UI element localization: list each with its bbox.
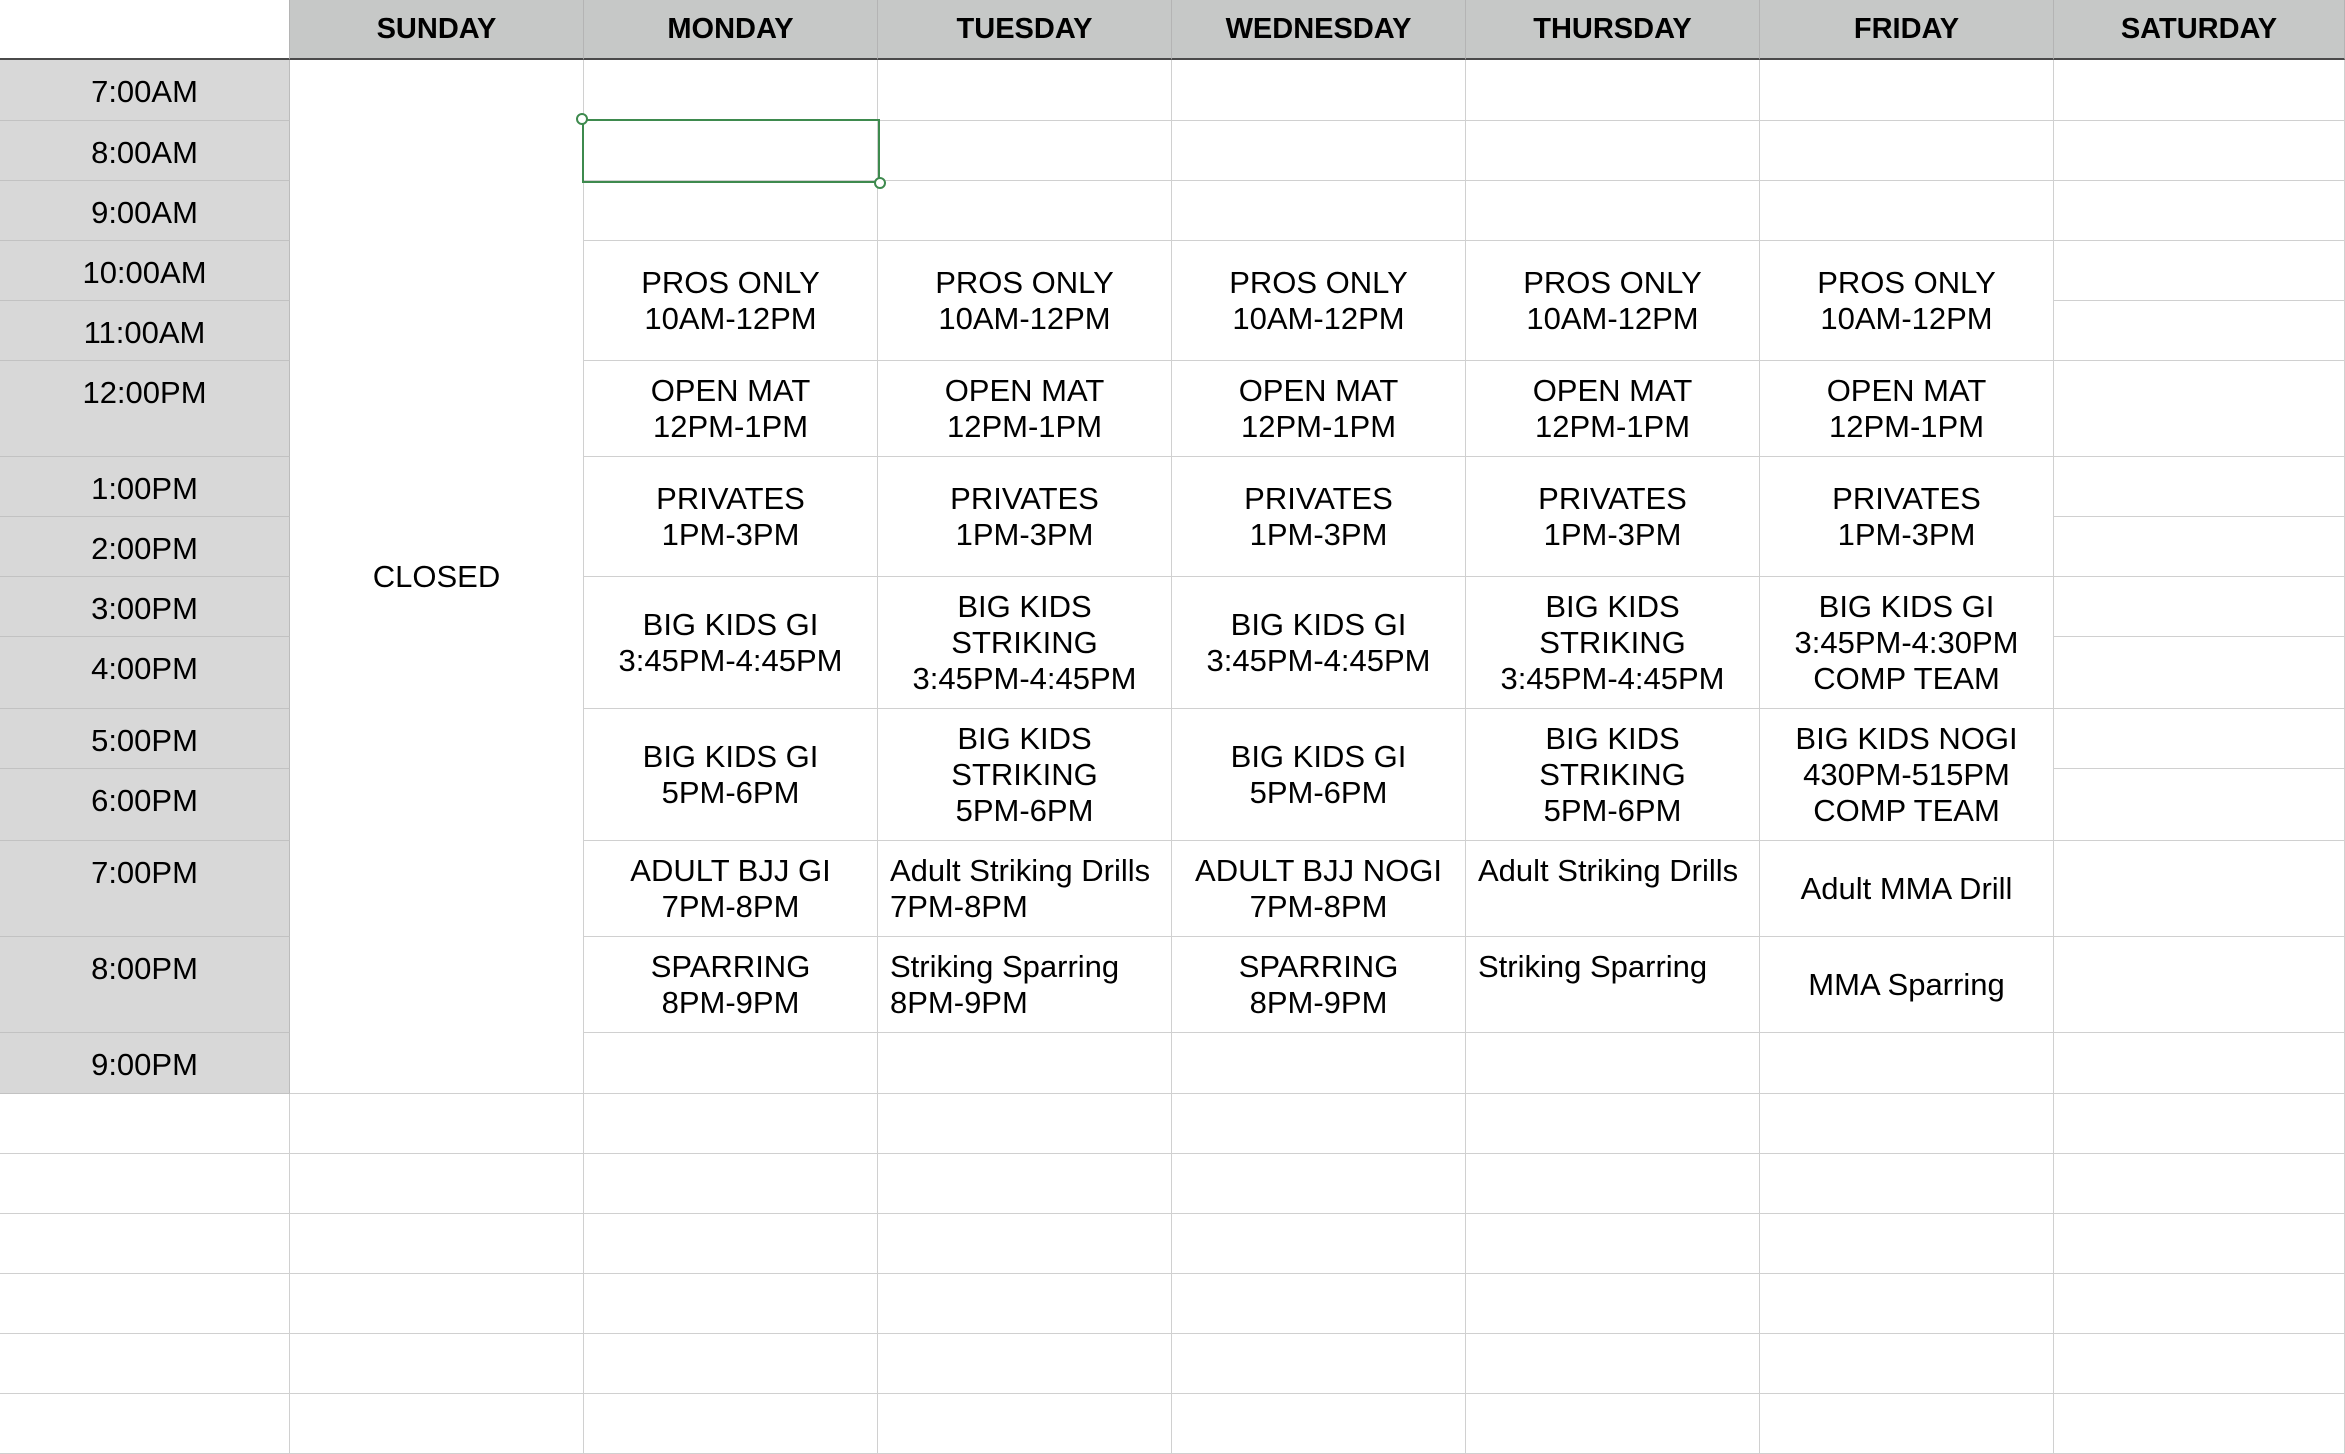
empty-cell[interactable] bbox=[2054, 709, 2345, 769]
empty-cell[interactable] bbox=[2054, 301, 2345, 361]
empty-cell[interactable] bbox=[1760, 1394, 2054, 1454]
empty-cell[interactable] bbox=[584, 60, 878, 121]
time-cell-6pm[interactable]: 6:00PM bbox=[0, 769, 290, 841]
time-cell-5pm[interactable]: 5:00PM bbox=[0, 709, 290, 769]
time-cell-7pm[interactable]: 7:00PM bbox=[0, 841, 290, 937]
empty-cell[interactable] bbox=[290, 1214, 584, 1274]
empty-cell[interactable] bbox=[584, 1154, 878, 1214]
empty-cell[interactable] bbox=[2054, 60, 2345, 121]
empty-cell[interactable] bbox=[878, 181, 1172, 241]
empty-cell[interactable] bbox=[290, 1334, 584, 1394]
empty-cell[interactable] bbox=[1172, 1094, 1466, 1154]
event-cell-wednesday-privates[interactable]: PRIVATES 1PM-3PM bbox=[1172, 457, 1466, 577]
empty-cell[interactable] bbox=[2054, 1274, 2345, 1334]
empty-cell[interactable] bbox=[878, 1154, 1172, 1214]
event-cell-friday-open-mat[interactable]: OPEN MAT 12PM-1PM bbox=[1760, 361, 2054, 457]
empty-cell[interactable] bbox=[1466, 60, 1760, 121]
event-cell-monday-big-kids-gi[interactable]: BIG KIDS GI 3:45PM-4:45PM bbox=[584, 577, 878, 709]
empty-cell[interactable] bbox=[2054, 841, 2345, 937]
empty-cell[interactable] bbox=[2054, 577, 2345, 637]
empty-cell[interactable] bbox=[1760, 1094, 2054, 1154]
event-cell-monday-pros-only[interactable]: PROS ONLY 10AM-12PM bbox=[584, 241, 878, 361]
event-cell-friday-big-kids-nogi[interactable]: BIG KIDS NOGI 430PM-515PM COMP TEAM bbox=[1760, 709, 2054, 841]
event-cell-thursday-adult-striking-drills[interactable]: Adult Striking Drills bbox=[1466, 841, 1760, 937]
empty-cell[interactable] bbox=[1172, 1214, 1466, 1274]
event-cell-wednesday-sparring[interactable]: SPARRING 8PM-9PM bbox=[1172, 937, 1466, 1033]
empty-cell[interactable] bbox=[1466, 1094, 1760, 1154]
empty-cell[interactable] bbox=[1760, 1154, 2054, 1214]
empty-cell[interactable] bbox=[2054, 121, 2345, 181]
empty-cell[interactable] bbox=[878, 1334, 1172, 1394]
empty-cell[interactable] bbox=[584, 1094, 878, 1154]
empty-cell[interactable] bbox=[2054, 361, 2345, 457]
event-cell-friday-mma-sparring[interactable]: MMA Sparring bbox=[1760, 937, 2054, 1033]
header-sunday[interactable]: SUNDAY bbox=[290, 0, 584, 60]
event-cell-wednesday-big-kids-gi[interactable]: BIG KIDS GI 3:45PM-4:45PM bbox=[1172, 577, 1466, 709]
event-cell-thursday-open-mat[interactable]: OPEN MAT 12PM-1PM bbox=[1466, 361, 1760, 457]
time-cell-8am[interactable]: 8:00AM bbox=[0, 121, 290, 181]
event-cell-monday-big-kids-gi-5pm[interactable]: BIG KIDS GI 5PM-6PM bbox=[584, 709, 878, 841]
empty-cell[interactable] bbox=[2054, 1033, 2345, 1094]
empty-cell[interactable] bbox=[584, 1214, 878, 1274]
empty-cell[interactable] bbox=[2054, 1394, 2345, 1454]
empty-cell[interactable] bbox=[2054, 1214, 2345, 1274]
empty-cell[interactable] bbox=[1760, 1334, 2054, 1394]
empty-cell[interactable] bbox=[0, 1274, 290, 1334]
event-cell-friday-adult-mma-drill[interactable]: Adult MMA Drill bbox=[1760, 841, 2054, 937]
event-cell-thursday-pros-only[interactable]: PROS ONLY 10AM-12PM bbox=[1466, 241, 1760, 361]
empty-cell[interactable] bbox=[1760, 121, 2054, 181]
empty-cell[interactable] bbox=[290, 1094, 584, 1154]
time-cell-10am[interactable]: 10:00AM bbox=[0, 241, 290, 301]
empty-cell[interactable] bbox=[1466, 1214, 1760, 1274]
time-cell-7am[interactable]: 7:00AM bbox=[0, 60, 290, 121]
empty-cell[interactable] bbox=[1466, 1394, 1760, 1454]
empty-cell[interactable] bbox=[2054, 1094, 2345, 1154]
event-cell-monday-privates[interactable]: PRIVATES 1PM-3PM bbox=[584, 457, 878, 577]
event-cell-monday-open-mat[interactable]: OPEN MAT 12PM-1PM bbox=[584, 361, 878, 457]
empty-cell[interactable] bbox=[1172, 1334, 1466, 1394]
time-cell-4pm[interactable]: 4:00PM bbox=[0, 637, 290, 709]
empty-cell[interactable] bbox=[878, 1214, 1172, 1274]
empty-cell[interactable] bbox=[584, 121, 878, 181]
event-cell-tuesday-big-kids-striking[interactable]: BIG KIDS STRIKING 3:45PM-4:45PM bbox=[878, 577, 1172, 709]
empty-cell[interactable] bbox=[1466, 1154, 1760, 1214]
event-cell-thursday-privates[interactable]: PRIVATES 1PM-3PM bbox=[1466, 457, 1760, 577]
empty-cell[interactable] bbox=[1172, 1154, 1466, 1214]
empty-cell[interactable] bbox=[878, 121, 1172, 181]
empty-cell[interactable] bbox=[2054, 457, 2345, 517]
empty-cell[interactable] bbox=[2054, 769, 2345, 841]
empty-cell[interactable] bbox=[878, 1394, 1172, 1454]
empty-cell[interactable] bbox=[1760, 181, 2054, 241]
event-cell-thursday-big-kids-striking-5pm[interactable]: BIG KIDS STRIKING 5PM-6PM bbox=[1466, 709, 1760, 841]
empty-cell[interactable] bbox=[584, 1394, 878, 1454]
event-cell-friday-big-kids-gi[interactable]: BIG KIDS GI 3:45PM-4:30PM COMP TEAM bbox=[1760, 577, 2054, 709]
empty-cell[interactable] bbox=[290, 1274, 584, 1334]
event-cell-tuesday-open-mat[interactable]: OPEN MAT 12PM-1PM bbox=[878, 361, 1172, 457]
empty-cell[interactable] bbox=[1760, 1274, 2054, 1334]
event-cell-tuesday-pros-only[interactable]: PROS ONLY 10AM-12PM bbox=[878, 241, 1172, 361]
event-cell-wednesday-adult-bjj-nogi[interactable]: ADULT BJJ NOGI 7PM-8PM bbox=[1172, 841, 1466, 937]
event-cell-monday-sparring[interactable]: SPARRING 8PM-9PM bbox=[584, 937, 878, 1033]
empty-cell[interactable] bbox=[0, 1154, 290, 1214]
empty-cell[interactable] bbox=[878, 60, 1172, 121]
empty-cell[interactable] bbox=[878, 1094, 1172, 1154]
header-saturday[interactable]: SATURDAY bbox=[2054, 0, 2345, 60]
empty-cell[interactable] bbox=[2054, 1334, 2345, 1394]
empty-cell[interactable] bbox=[1172, 181, 1466, 241]
empty-cell[interactable] bbox=[1172, 1033, 1466, 1094]
empty-cell[interactable] bbox=[1466, 181, 1760, 241]
empty-cell[interactable] bbox=[290, 1394, 584, 1454]
event-cell-thursday-striking-sparring[interactable]: Striking Sparring bbox=[1466, 937, 1760, 1033]
empty-cell[interactable] bbox=[2054, 241, 2345, 301]
empty-cell[interactable] bbox=[1172, 60, 1466, 121]
empty-cell[interactable] bbox=[1466, 121, 1760, 181]
empty-cell[interactable] bbox=[1760, 1033, 2054, 1094]
sunday-closed-cell[interactable]: CLOSED bbox=[290, 60, 584, 1094]
empty-cell[interactable] bbox=[878, 1033, 1172, 1094]
selection-handle-top-left[interactable] bbox=[576, 113, 588, 125]
empty-cell[interactable] bbox=[584, 181, 878, 241]
empty-cell[interactable] bbox=[0, 1214, 290, 1274]
time-cell-8pm[interactable]: 8:00PM bbox=[0, 937, 290, 1033]
time-cell-9am[interactable]: 9:00AM bbox=[0, 181, 290, 241]
time-cell-9pm[interactable]: 9:00PM bbox=[0, 1033, 290, 1094]
event-cell-friday-privates[interactable]: PRIVATES 1PM-3PM bbox=[1760, 457, 2054, 577]
header-friday[interactable]: FRIDAY bbox=[1760, 0, 2054, 60]
empty-cell[interactable] bbox=[1466, 1274, 1760, 1334]
empty-cell[interactable] bbox=[1466, 1033, 1760, 1094]
empty-cell[interactable] bbox=[290, 1154, 584, 1214]
event-cell-wednesday-open-mat[interactable]: OPEN MAT 12PM-1PM bbox=[1172, 361, 1466, 457]
corner-cell[interactable] bbox=[0, 0, 290, 60]
empty-cell[interactable] bbox=[1172, 121, 1466, 181]
event-cell-tuesday-big-kids-striking-5pm[interactable]: BIG KIDS STRIKING 5PM-6PM bbox=[878, 709, 1172, 841]
empty-cell[interactable] bbox=[584, 1274, 878, 1334]
event-cell-tuesday-striking-sparring[interactable]: Striking Sparring 8PM-9PM bbox=[878, 937, 1172, 1033]
event-cell-wednesday-big-kids-gi-5pm[interactable]: BIG KIDS GI 5PM-6PM bbox=[1172, 709, 1466, 841]
empty-cell[interactable] bbox=[0, 1334, 290, 1394]
empty-cell[interactable] bbox=[1760, 1214, 2054, 1274]
time-cell-12pm[interactable]: 12:00PM bbox=[0, 361, 290, 457]
empty-cell[interactable] bbox=[1172, 1274, 1466, 1334]
event-cell-monday-adult-bjj-gi[interactable]: ADULT BJJ GI 7PM-8PM bbox=[584, 841, 878, 937]
empty-cell[interactable] bbox=[0, 1394, 290, 1454]
event-cell-thursday-big-kids-striking[interactable]: BIG KIDS STRIKING 3:45PM-4:45PM bbox=[1466, 577, 1760, 709]
time-cell-11am[interactable]: 11:00AM bbox=[0, 301, 290, 361]
event-cell-friday-pros-only[interactable]: PROS ONLY 10AM-12PM bbox=[1760, 241, 2054, 361]
header-wednesday[interactable]: WEDNESDAY bbox=[1172, 0, 1466, 60]
event-cell-tuesday-privates[interactable]: PRIVATES 1PM-3PM bbox=[878, 457, 1172, 577]
time-cell-2pm[interactable]: 2:00PM bbox=[0, 517, 290, 577]
header-thursday[interactable]: THURSDAY bbox=[1466, 0, 1760, 60]
empty-cell[interactable] bbox=[878, 1274, 1172, 1334]
header-tuesday[interactable]: TUESDAY bbox=[878, 0, 1172, 60]
time-cell-1pm[interactable]: 1:00PM bbox=[0, 457, 290, 517]
empty-cell[interactable] bbox=[2054, 1154, 2345, 1214]
empty-cell[interactable] bbox=[0, 1094, 290, 1154]
empty-cell[interactable] bbox=[2054, 181, 2345, 241]
empty-cell[interactable] bbox=[584, 1033, 878, 1094]
event-cell-wednesday-pros-only[interactable]: PROS ONLY 10AM-12PM bbox=[1172, 241, 1466, 361]
empty-cell[interactable] bbox=[1466, 1334, 1760, 1394]
empty-cell[interactable] bbox=[1760, 60, 2054, 121]
event-cell-tuesday-adult-striking-drills[interactable]: Adult Striking Drills 7PM-8PM bbox=[878, 841, 1172, 937]
empty-cell[interactable] bbox=[584, 1334, 878, 1394]
time-cell-3pm[interactable]: 3:00PM bbox=[0, 577, 290, 637]
selection-handle-bottom-right[interactable] bbox=[874, 177, 886, 189]
empty-cell[interactable] bbox=[2054, 637, 2345, 709]
empty-cell[interactable] bbox=[2054, 937, 2345, 1033]
empty-cell[interactable] bbox=[2054, 517, 2345, 577]
header-monday[interactable]: MONDAY bbox=[584, 0, 878, 60]
empty-cell[interactable] bbox=[1172, 1394, 1466, 1454]
